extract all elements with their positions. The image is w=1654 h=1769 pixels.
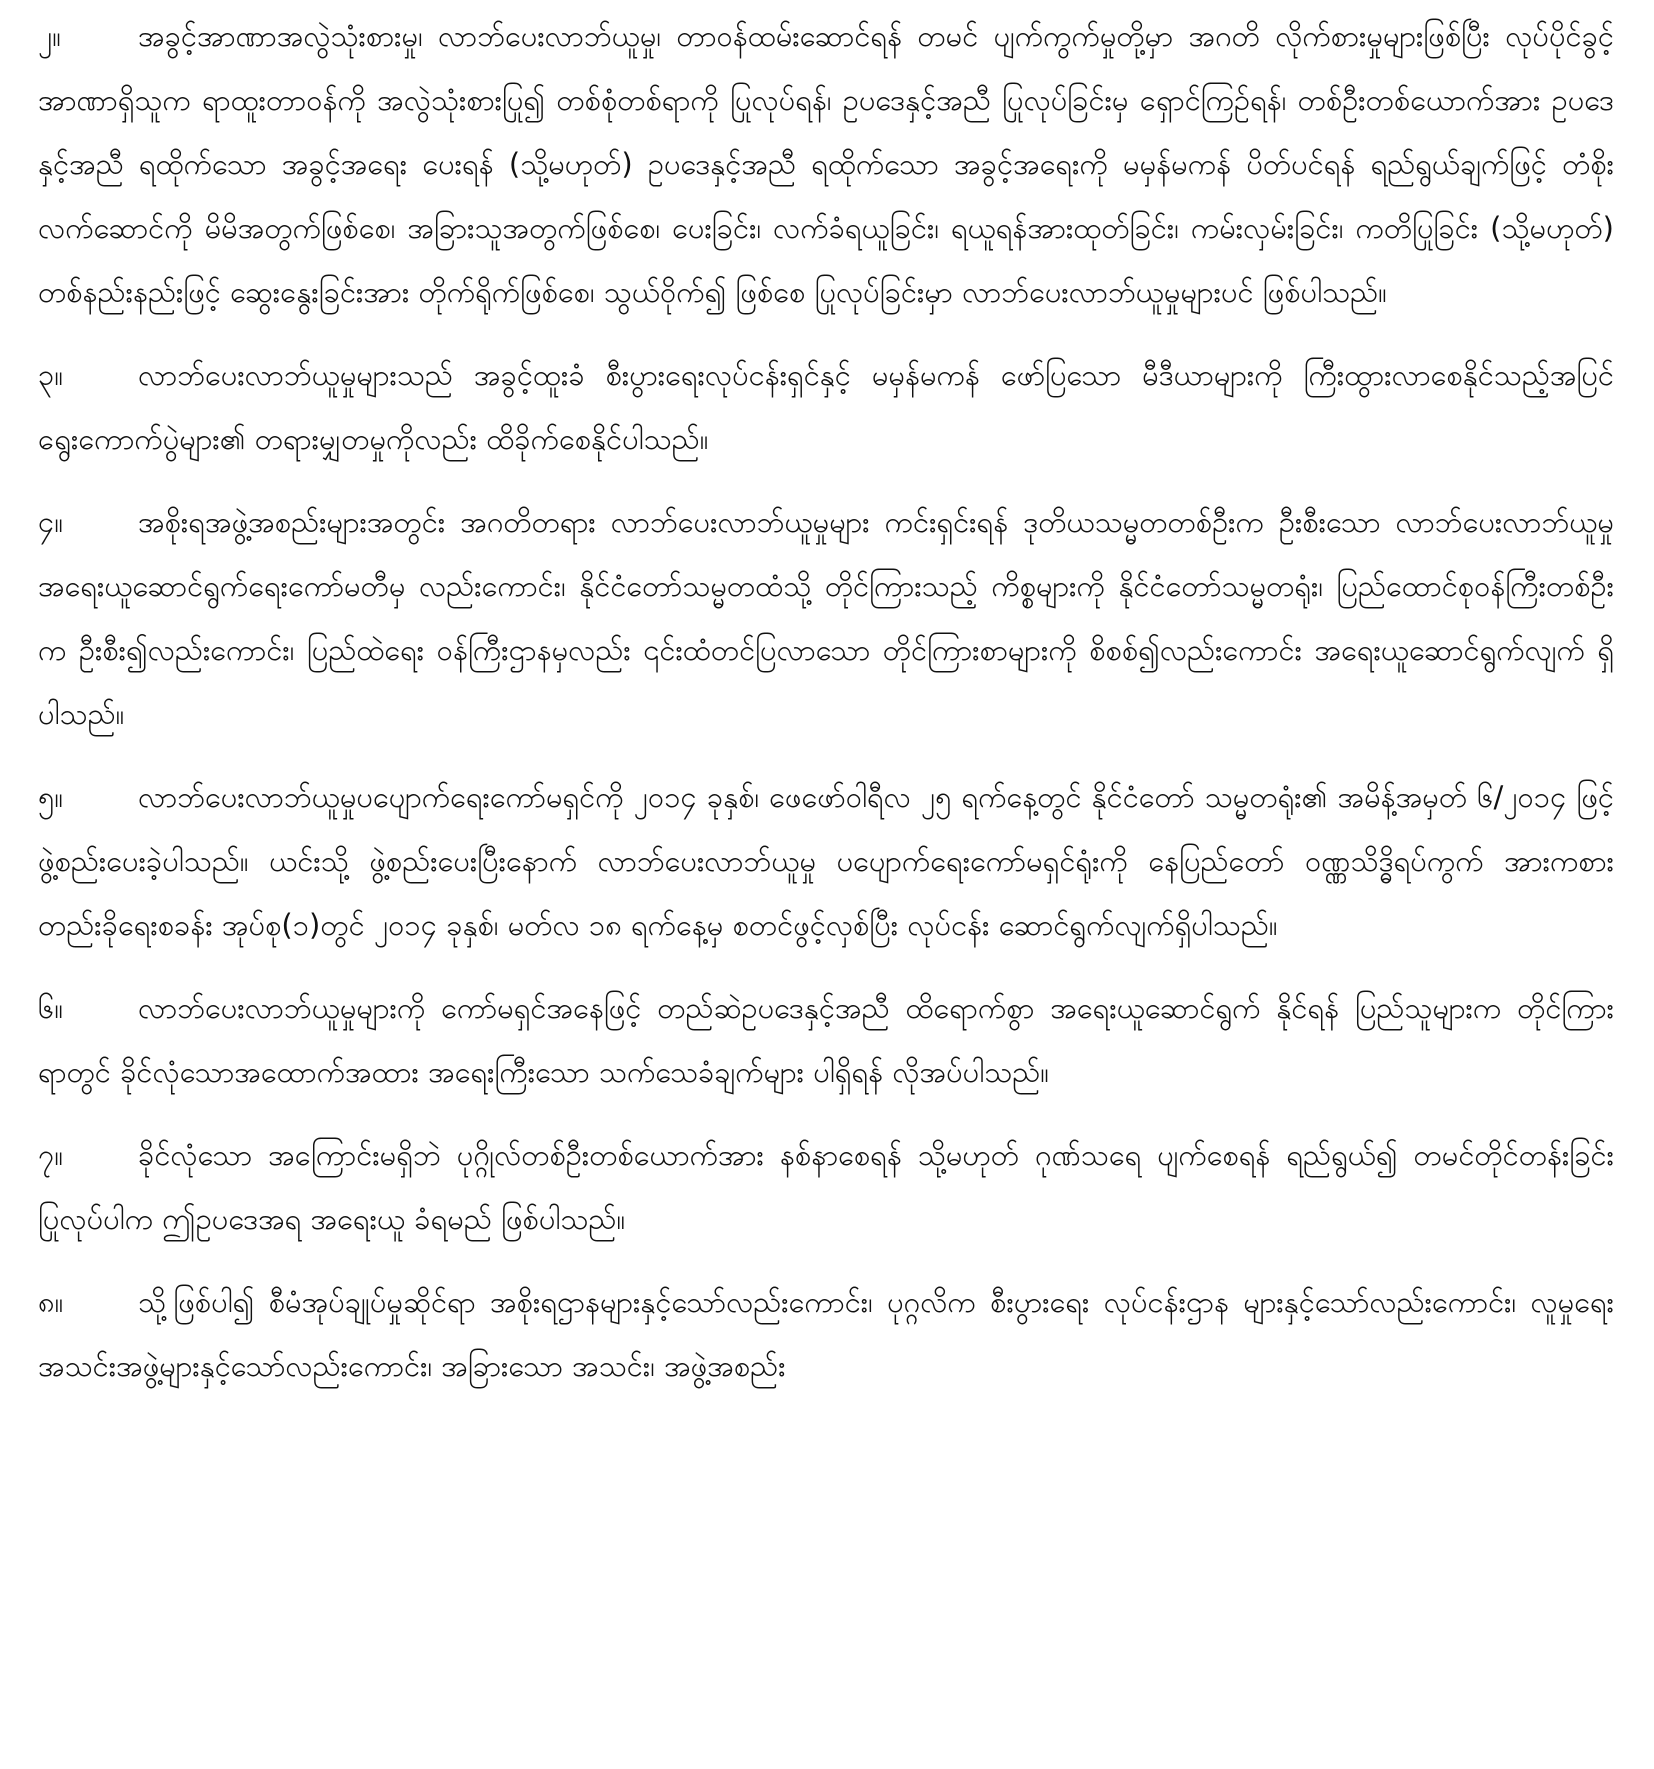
paragraph-text: ခိုင်လုံသော အကြောင်းမရှိဘဲ ပုဂ္ဂိုလ်တစ်ဦးတစ်ယောက်အား နစ်နာစေရန် သို့မဟုတ် ဂုဏ်သရေ ပျက်စေရန် ရည်ရွယ်၍ တမင်တိုင်တန်းခြင်း ပြုလုပ်ပါက ဤဥပဒေအရ အရေးယူ ခံရမည် ဖြစ်ပါသည်။: [38, 1138, 1614, 1236]
paragraph-number: ၄။: [38, 505, 64, 539]
paragraph-number: ၈။: [38, 1285, 64, 1319]
paragraph-8: [38, 1270, 1614, 1398]
paragraph-6: [38, 976, 1614, 1104]
paragraph-text: လာဘ်ပေးလာဘ်ယူမှုပပျောက်ရေးကော်မရှင်ကို ၂၀၁၄ ခုနှစ်၊ ဖေဖော်ဝါရီလ ၂၅ ရက်နေ့တွင် နိုင်ငံတော် သမ္မတရုံး၏ အမိန့်အမှတ် ၆/၂၀၁၄ ဖြင့် ဖွဲ့စည်းပေးခဲ့ပါသည်။ ယင်းသို့ ဖွဲ့စည်းပေးပြီးနောက် လာဘ်ပေးလာဘ်ယူမှု ပပျောက်ရေးကော်မရှင်ရုံးကို နေပြည်တော် ဝဏ္ဏသိဒ္ဓိရပ်ကွက် အားကစားတည်းခိုရေးစခန်း အုပ်စု(၁)တွင် ၂၀၁၄ ခုနှစ်၊ မတ်လ ၁၈ ရက်နေ့မှ စတင်ဖွင့်လှစ်ပြီး လုပ်ငန်း ဆောင်ရွက်လျက်ရှိပါသည်။: [38, 780, 1614, 942]
paragraph-5: [38, 765, 1614, 957]
paragraph-3: [38, 343, 1614, 471]
paragraph-text: လာဘ်ပေးလာဘ်ယူမှုများသည် အခွင့်ထူးခံ စီးပွားရေးလုပ်ငန်းရှင်နှင့် မမှန်မကန် ဖော်ပြသော မီဒီယာများကို ကြီးထွားလာစေနိုင်သည့်အပြင် ရွေးကောက်ပွဲများ၏ တရားမျှတမှုကိုလည်း ထိခိုက်စေနိုင်ပါသည်။: [38, 358, 1614, 456]
paragraph-number: ၆။: [38, 991, 64, 1025]
paragraph-text: အခွင့်အာဏာအလွဲသုံးစားမှု၊ လာဘ်ပေးလာဘ်ယူမှု၊ တာဝန်ထမ်းဆောင်ရန် တမင် ပျက်ကွက်မှုတို့မှာ အဂတိ လိုက်စားမှုများဖြစ်ပြီး လုပ်ပိုင်ခွင့်အာဏာရှိသူက ရာထူးတာဝန်ကို အလွဲသုံးစားပြု၍ တစ်စုံတစ်ရာကို ပြုလုပ်ရန်၊ ဥပဒေနှင့်အညီ ပြုလုပ်ခြင်းမှ ရှောင်ကြဉ်ရန်၊ တစ်ဦးတစ်ယောက်အား ဥပဒေနှင့်အညီ ရထိုက်သော အခွင့်အရေး ပေးရန် (သို့မဟုတ်) ဥပဒေနှင့်အညီ ရထိုက်သော အခွင့်အရေးကို မမှန်မကန် ပိတ်ပင်ရန် ရည်ရွယ်ချက်ဖြင့် တံစိုး လက်ဆောင်ကို မိမိအတွက်ဖြစ်စေ၊ အခြားသူအတွက်ဖြစ်စေ၊ ပေးခြင်း၊ လက်ခံရယူခြင်း၊ ရယူရန်အားထုတ်ခြင်း၊ ကမ်းလှမ်းခြင်း၊ ကတိပြုခြင်း (သို့မဟုတ်) တစ်နည်းနည်းဖြင့် ဆွေးနွေးခြင်းအား တိုက်ရိုက်ဖြစ်စေ၊ သွယ်ဝိုက်၍ ဖြစ်စေ ပြုလုပ်ခြင်းမှာ လာဘ်ပေးလာဘ်ယူမှုများပင် ဖြစ်ပါသည်။: [38, 19, 1614, 309]
paragraph-4: [38, 490, 1614, 746]
paragraph-number: ၃။: [38, 358, 64, 392]
paragraph-text: သို့ဖြစ်ပါ၍ စီမံအုပ်ချုပ်မှုဆိုင်ရာ အစိုးရဌာနများနှင့်သော်လည်းကောင်း၊ ပုဂ္ဂလိက စီးပွားရေး လုပ်ငန်းဌာန များနှင့်သော်လည်းကောင်း၊ လူမှုရေးအသင်းအဖွဲ့များနှင့်သော်လည်းကောင်း၊ အခြားသော အသင်း၊ အဖွဲ့အစည်း: [38, 1285, 1614, 1383]
paragraph-text: အစိုးရအဖွဲ့အစည်းများအတွင်း အဂတိတရား လာဘ်ပေးလာဘ်ယူမှုများ ကင်းရှင်းရန် ဒုတိယသမ္မတတစ်ဦးက ဦးစီးသော လာဘ်ပေးလာဘ်ယူမှု အရေးယူဆောင်ရွက်ရေးကော်မတီမှ လည်းကောင်း၊ နိုင်ငံတော်သမ္မတထံသို့ တိုင်ကြားသည့် ကိစ္စများကို နိုင်ငံတော်သမ္မတရုံး၊ ပြည်ထောင်စုဝန်ကြီးတစ်ဦးက ဦးစီး၍လည်းကောင်း၊ ပြည်ထဲရေး ဝန်ကြီးဌာနမှလည်း ၎င်းထံတင်ပြလာသော တိုင်ကြားစာများကို စိစစ်၍လည်းကောင်း အရေးယူဆောင်ရွက်လျက် ရှိပါသည်။: [38, 505, 1614, 731]
paragraph-2: [38, 4, 1614, 324]
paragraph-7: [38, 1123, 1614, 1251]
paragraph-number: ၅။: [38, 780, 64, 814]
paragraph-number: ၇။: [38, 1138, 64, 1172]
paragraph-text: လာဘ်ပေးလာဘ်ယူမှုများကို ကော်မရှင်အနေဖြင့် တည်ဆဲဥပဒေနှင့်အညီ ထိရောက်စွာ အရေးယူဆောင်ရွက် နိုင်ရန် ပြည်သူများက တိုင်ကြားရာတွင် ခိုင်လုံသောအထောက်အထား အရေးကြီးသော သက်သေခံချက်များ ပါရှိရန် လိုအပ်ပါသည်။: [38, 991, 1614, 1089]
paragraph-number: ၂။: [38, 19, 62, 53]
